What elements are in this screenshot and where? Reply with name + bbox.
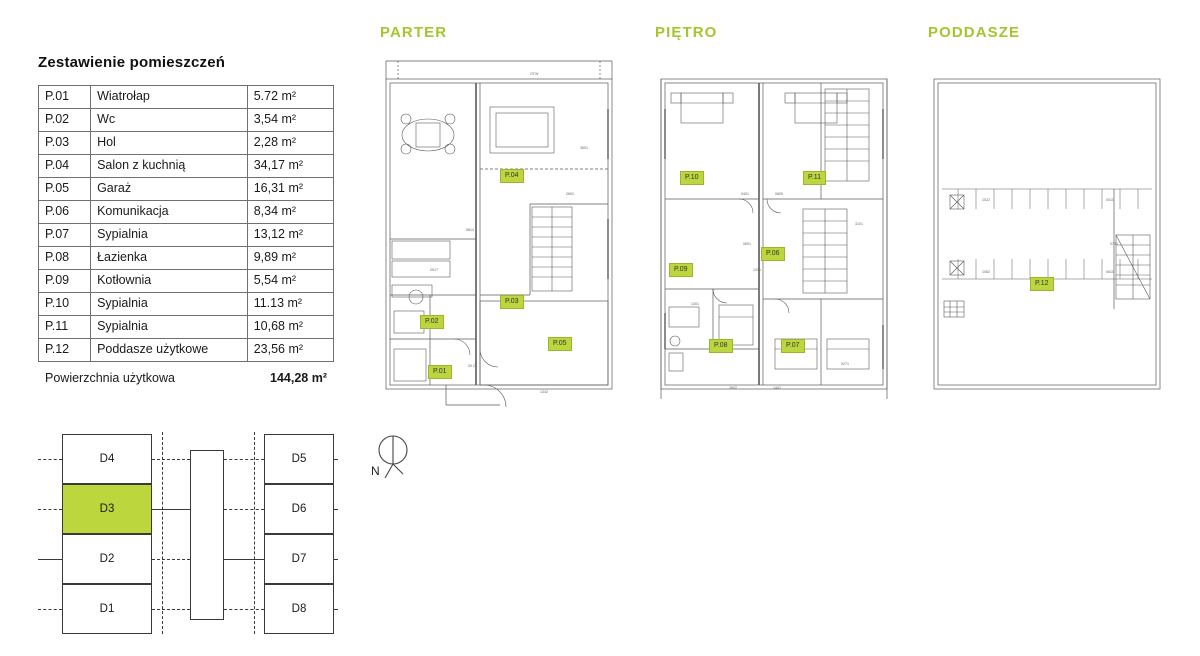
- room-code: P.03: [39, 132, 91, 155]
- unit-d7[interactable]: [264, 534, 334, 584]
- plot-line: [334, 559, 338, 560]
- room-area: 23,56 m²: [247, 339, 333, 362]
- unit-d4[interactable]: [62, 434, 152, 484]
- unit-label: D1: [99, 603, 115, 615]
- usable-area-summary: [38, 362, 334, 385]
- room-code: P.05: [39, 178, 91, 201]
- table-row: [39, 201, 334, 224]
- room-name: Sypialnia: [91, 224, 248, 247]
- plot-line: [334, 459, 338, 460]
- room-tag-p12: P.12: [1030, 277, 1054, 291]
- plot-line: [38, 459, 62, 460]
- table-row: [39, 293, 334, 316]
- table-row: [39, 86, 334, 109]
- room-code: P.11: [39, 316, 91, 339]
- room-name: Salon z kuchnią: [91, 155, 248, 178]
- room-name: Sypialnia: [91, 316, 248, 339]
- room-name: Wc: [91, 109, 248, 132]
- svg-text:1062: 1062: [982, 270, 990, 274]
- plot-line-vertical: [254, 432, 255, 634]
- room-code: P.01: [39, 86, 91, 109]
- poddasze-drawing-svg: [928, 49, 1168, 419]
- schedule-title: Zestawienie pomieszczeń: [38, 54, 226, 71]
- room-area: 8,34 m²: [247, 201, 333, 224]
- svg-text:0010: 0010: [1106, 198, 1114, 202]
- table-row: [39, 132, 334, 155]
- room-name: Wiatrołap: [91, 86, 248, 109]
- room-area: 2,28 m²: [247, 132, 333, 155]
- unit-d2[interactable]: [62, 534, 152, 584]
- svg-text:OTW: OTW: [530, 72, 539, 76]
- svg-text:0610: 0610: [1106, 270, 1114, 274]
- room-tag-p06: P.06: [761, 247, 785, 261]
- room-tag-p11: P.11: [803, 171, 826, 185]
- plot-line: [152, 459, 190, 460]
- room-code: P.07: [39, 224, 91, 247]
- room-name: Poddasze użytkowe: [91, 339, 248, 362]
- floor-plan-pietro: [655, 24, 895, 424]
- plan-drawing-parter: [380, 49, 620, 424]
- room-tag-p08: P.08: [709, 339, 733, 353]
- svg-text:1022: 1022: [982, 198, 990, 202]
- svg-text:0271: 0271: [841, 362, 849, 366]
- room-area: 16,31 m²: [247, 178, 333, 201]
- plan-title-pietro: PIĘTRO: [655, 24, 718, 41]
- table-row: [39, 109, 334, 132]
- svg-text:3601: 3601: [580, 146, 588, 150]
- room-code: P.08: [39, 247, 91, 270]
- room-code: P.09: [39, 270, 91, 293]
- room-area: 11.13 m²: [247, 293, 333, 316]
- floor-plan-parter: [380, 24, 620, 424]
- room-tag-p07: P.07: [781, 339, 805, 353]
- unit-d6[interactable]: [264, 484, 334, 534]
- usable-area-label: Powierzchnia użytkowa: [45, 371, 175, 385]
- plot-line: [334, 509, 338, 510]
- plot-line: [152, 609, 190, 610]
- svg-text:1201: 1201: [753, 268, 761, 272]
- plot-line: [224, 509, 264, 510]
- unit-label: D4: [99, 453, 115, 465]
- room-code: P.06: [39, 201, 91, 224]
- room-area: 13,12 m²: [247, 224, 333, 247]
- compass-north-label: N: [371, 464, 380, 478]
- plot-line: [38, 559, 62, 560]
- room-name: Łazienka: [91, 247, 248, 270]
- parter-drawing-svg: [380, 49, 620, 419]
- table-row: [39, 155, 334, 178]
- usable-area-value: 144,28 m²: [270, 371, 327, 385]
- unit-d1[interactable]: [62, 584, 152, 634]
- room-code: P.12: [39, 339, 91, 362]
- room-area: 10,68 m²: [247, 316, 333, 339]
- svg-text:0731: 0731: [1110, 242, 1118, 246]
- room-tag-p05: P.05: [548, 337, 572, 351]
- room-name: Hol: [91, 132, 248, 155]
- unit-label: D2: [99, 553, 115, 565]
- plan-drawing-pietro: [655, 49, 895, 424]
- svg-text:1441: 1441: [773, 386, 781, 390]
- room-schedule: [38, 54, 338, 385]
- room-code: P.10: [39, 293, 91, 316]
- room-area: 5.72 m²: [247, 86, 333, 109]
- pietro-drawing-svg: [655, 49, 895, 419]
- plot-line: [38, 509, 62, 510]
- room-name: Garaż: [91, 178, 248, 201]
- plot-line: [152, 509, 190, 510]
- table-row: [39, 316, 334, 339]
- room-schedule-table: [38, 85, 334, 362]
- svg-text:0401: 0401: [741, 192, 749, 196]
- compass-rose: [369, 430, 421, 486]
- unit-label: D6: [291, 503, 307, 515]
- table-row: [39, 224, 334, 247]
- svg-text:2602: 2602: [566, 192, 574, 196]
- svg-text:2602: 2602: [729, 386, 737, 390]
- room-area: 34,17 m²: [247, 155, 333, 178]
- room-tag-p04: P.04: [500, 169, 524, 183]
- room-tag-p02: P.02: [420, 315, 444, 329]
- plot-line: [152, 559, 190, 560]
- unit-d8[interactable]: [264, 584, 334, 634]
- table-row: [39, 339, 334, 362]
- room-tag-p03: P.03: [500, 295, 524, 309]
- unit-d5[interactable]: [264, 434, 334, 484]
- site-key-map: [38, 432, 338, 642]
- svg-text:0601: 0601: [743, 242, 751, 246]
- plan-drawing-poddasze: [928, 49, 1168, 424]
- svg-text:3101: 3101: [855, 222, 863, 226]
- plot-line: [224, 559, 264, 560]
- room-code: P.02: [39, 109, 91, 132]
- table-row: [39, 270, 334, 293]
- unit-label: D5: [291, 453, 307, 465]
- plot-line: [224, 459, 264, 460]
- room-area: 3,54 m²: [247, 109, 333, 132]
- plot-line: [334, 609, 338, 610]
- unit-d3[interactable]: [62, 484, 152, 534]
- svg-text:1301: 1301: [691, 302, 699, 306]
- unit-label: D8: [291, 603, 307, 615]
- plot-line-vertical: [162, 432, 163, 634]
- room-area: 5,54 m²: [247, 270, 333, 293]
- svg-text:2517: 2517: [430, 268, 438, 272]
- plot-line: [224, 609, 264, 610]
- room-name: Komunikacja: [91, 201, 248, 224]
- corridor-block: [190, 450, 224, 620]
- svg-text:0805: 0805: [775, 192, 783, 196]
- room-name: Kotłownia: [91, 270, 248, 293]
- room-code: P.04: [39, 155, 91, 178]
- unit-label: D7: [291, 553, 307, 565]
- svg-text:5813: 5813: [466, 228, 474, 232]
- unit-label: D3: [99, 503, 115, 515]
- table-row: [39, 247, 334, 270]
- room-tag-p09: P.09: [669, 263, 693, 277]
- plot-line: [38, 609, 62, 610]
- svg-text:20 C: 20 C: [468, 364, 476, 368]
- floor-plan-poddasze: [928, 24, 1168, 424]
- room-area: 9,89 m²: [247, 247, 333, 270]
- svg-text:1342: 1342: [540, 390, 548, 394]
- room-tag-p10: P.10: [680, 171, 704, 185]
- room-name: Sypialnia: [91, 293, 248, 316]
- plan-title-parter: PARTER: [380, 24, 448, 41]
- table-row: [39, 178, 334, 201]
- plan-title-poddasze: PODDASZE: [928, 24, 1021, 41]
- room-tag-p01: P.01: [428, 365, 452, 379]
